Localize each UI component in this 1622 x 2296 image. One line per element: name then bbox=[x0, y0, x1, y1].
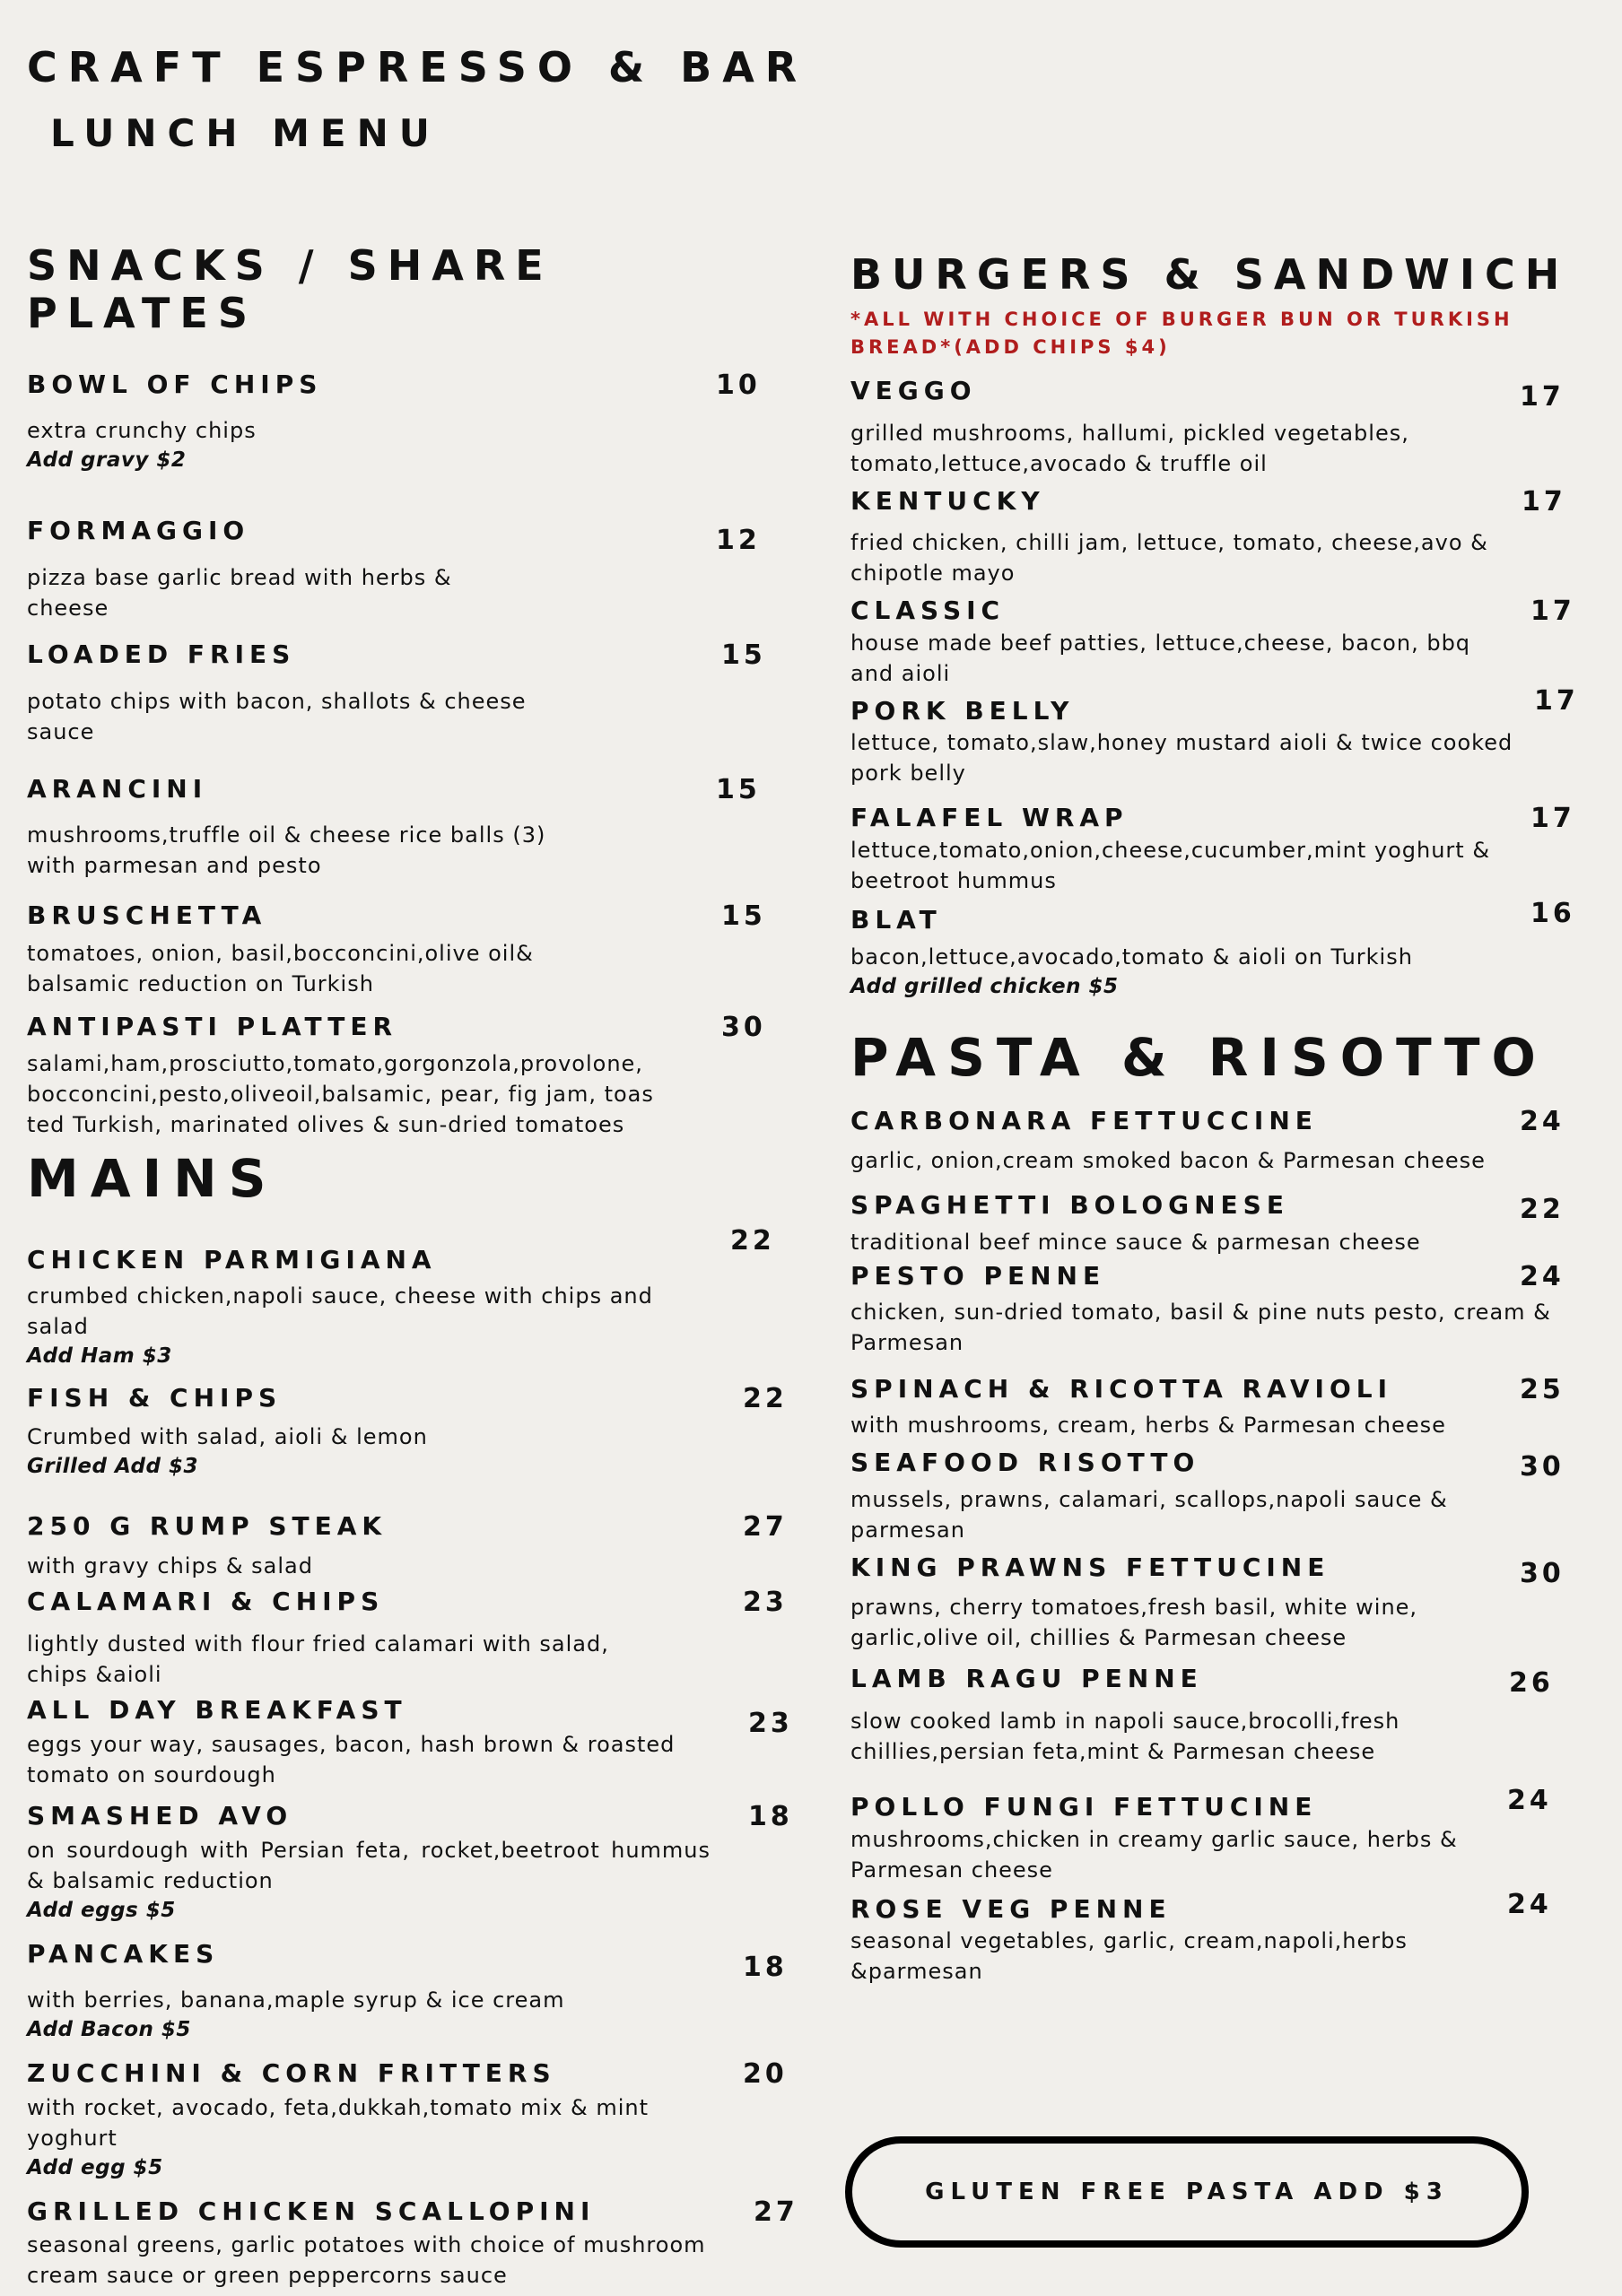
menu-header bbox=[27, 43, 807, 155]
menu-item bbox=[27, 370, 789, 475]
item-price: 15 bbox=[716, 773, 761, 805]
item-addon: Add Bacon $5 bbox=[27, 2018, 191, 2042]
right-column bbox=[850, 251, 1595, 1987]
item-description: crumbed chicken,napoli sauce, cheese with chips and salad bbox=[27, 1283, 653, 1339]
item-name: LOADED FRIES bbox=[27, 639, 296, 669]
item-description: seasonal greens, garlic potatoes with choice of mushroom cream sauce or green peppercorns sauce bbox=[27, 2232, 706, 2289]
item-description: garlic, onion,cream smoked bacon & Parmesan cheese bbox=[850, 1147, 1486, 1173]
item-description: lightly dusted with flour fried calamari with salad, chips &aioli bbox=[27, 1631, 609, 1688]
item-description: traditional beef mince sauce & parmesan cheese bbox=[850, 1230, 1421, 1256]
item-price: 30 bbox=[1520, 1558, 1565, 1590]
menu-item bbox=[850, 376, 1595, 480]
item-description: grilled mushrooms, hallumi, pickled vegetables, tomato,lettuce,avocado & truffle oil bbox=[850, 421, 1409, 477]
item-addon: Grilled Add $3 bbox=[27, 1455, 198, 1479]
item-price: 22 bbox=[1520, 1193, 1565, 1225]
menu-item bbox=[27, 639, 789, 747]
item-description: Crumbed with salad, aioli & lemon bbox=[27, 1424, 428, 1450]
item-name: CHICKEN PARMIGIANA bbox=[27, 1245, 437, 1275]
section-title-snacks: SNACKS / SHARE PLATES bbox=[27, 241, 554, 337]
item-price: 16 bbox=[1530, 897, 1575, 929]
section-note: *ALL WITH CHOICE OF BURGER BUN OR TURKISH BREAD*(ADD CHIPS $4) bbox=[850, 308, 1513, 358]
item-name: BOWL OF CHIPS bbox=[27, 369, 323, 399]
menu-item bbox=[27, 2196, 798, 2292]
item-price: 23 bbox=[743, 1586, 788, 1618]
item-name: PESTO PENNE bbox=[850, 1261, 1106, 1292]
menu-item bbox=[850, 1261, 1595, 1358]
item-price: 24 bbox=[1507, 1785, 1552, 1817]
item-name: FISH & CHIPS bbox=[27, 1382, 283, 1413]
item-price: 10 bbox=[716, 369, 761, 401]
item-description: chicken, sun-dried tomato, basil & pine nuts pesto, cream & Parmesan bbox=[850, 1299, 1551, 1355]
left-column bbox=[27, 241, 798, 2291]
item-name: PORK BELLY bbox=[850, 695, 1075, 726]
gluten-free-label: GLUTEN FREE PASTA ADD $3 bbox=[925, 2179, 1449, 2205]
item-name: SPAGHETTI BOLOGNESE bbox=[850, 1189, 1289, 1220]
item-addon: Add Ham $3 bbox=[27, 1344, 172, 1368]
item-description: slow cooked lamb in napoli sauce,brocolli,fresh chillies,persian feta,mint & Parmesan cheese bbox=[850, 1709, 1400, 1765]
item-price: 18 bbox=[743, 1951, 788, 1983]
item-name: KING PRAWNS FETTUCINE bbox=[850, 1552, 1330, 1583]
menu-item bbox=[27, 1220, 789, 1370]
item-description: with berries, banana,maple syrup & ice cream bbox=[27, 1987, 565, 2013]
item-price: 15 bbox=[721, 900, 766, 933]
item-addon: Add egg $5 bbox=[27, 2155, 163, 2179]
section-title-pasta: PASTA & RISOTTO bbox=[850, 1027, 1548, 1089]
menu-item bbox=[850, 1190, 1595, 1258]
gluten-free-note bbox=[845, 2136, 1529, 2248]
item-description: tomatoes, onion, basil,bocconcini,olive oil& balsamic reduction on Turkish bbox=[27, 940, 534, 996]
item-price: 27 bbox=[743, 1511, 788, 1544]
item-name: 250 G RUMP STEAK bbox=[27, 1511, 388, 1542]
item-description: eggs your way, sausages, bacon, hash brown & roasted tomato on sourdough bbox=[27, 1732, 676, 1787]
item-description: on sourdough with Persian feta, rocket,beetroot hummus & balsamic reduction bbox=[27, 1837, 711, 1893]
menu-item bbox=[27, 2058, 789, 2182]
item-name: POLLO FUNGI FETTUCINE bbox=[850, 1792, 1318, 1822]
restaurant-name: CRAFT ESPRESSO & BAR bbox=[27, 43, 808, 91]
menu-item bbox=[27, 1012, 789, 1141]
item-name: KENTUCKY bbox=[850, 486, 1045, 517]
menu-item bbox=[27, 1939, 789, 2045]
item-addon: Add gravy $2 bbox=[27, 448, 187, 473]
item-name: GRILLED CHICKEN SCALLOPINI bbox=[27, 2196, 596, 2226]
item-name: SEAFOOD RISOTTO bbox=[850, 1447, 1200, 1477]
item-name: SPINACH & RICOTTA RAVIOLI bbox=[850, 1373, 1393, 1404]
item-price: 30 bbox=[721, 1011, 766, 1043]
item-price: 17 bbox=[1522, 486, 1566, 518]
section-title-burgers: BURGERS & SANDWICH bbox=[850, 250, 1570, 299]
item-description: with mushrooms, cream, herbs & Parmesan cheese bbox=[850, 1412, 1446, 1438]
menu-item bbox=[27, 1587, 789, 1691]
menu-item bbox=[850, 1374, 1595, 1440]
item-name: BLAT bbox=[850, 904, 942, 935]
menu-item bbox=[850, 1106, 1595, 1176]
item-addon: Add grilled chicken $5 bbox=[850, 975, 1119, 999]
item-description: prawns, cherry tomatoes,fresh basil, white wine, garlic,olive oil, chillies & Parmesan cheese bbox=[850, 1594, 1418, 1650]
item-description: mushrooms,chicken in creamy garlic sauce, herbs & Parmesan cheese bbox=[850, 1826, 1458, 1883]
menu-item bbox=[850, 1664, 1595, 1768]
item-description: extra crunchy chips bbox=[27, 418, 257, 444]
item-price: 22 bbox=[730, 1225, 775, 1257]
item-description: fried chicken, chilli jam, lettuce, tomato, cheese,avo & chipotle mayo bbox=[850, 530, 1488, 587]
menu-item bbox=[850, 897, 1595, 1002]
item-name: ANTIPASTI PLATTER bbox=[27, 1011, 398, 1041]
item-description: mussels, prawns, calamari, scallops,napoli sauce & parmesan bbox=[850, 1487, 1448, 1544]
menu-item bbox=[850, 596, 1595, 689]
item-name: CARBONARA FETTUCCINE bbox=[850, 1106, 1318, 1136]
menu-item bbox=[850, 1888, 1595, 1987]
item-description: potato chips with bacon, shallots & cheese sauce bbox=[27, 688, 527, 744]
item-name: ZUCCHINI & CORN FRITTERS bbox=[27, 2058, 556, 2089]
item-name: BRUSCHETTA bbox=[27, 900, 267, 931]
item-description: lettuce,tomato,onion,cheese,cucumber,mint yoghurt & beetroot hummus bbox=[850, 837, 1491, 893]
item-name: SMASHED AVO bbox=[27, 1801, 293, 1831]
menu-item bbox=[850, 1785, 1595, 1885]
item-name: PANCAKES bbox=[27, 1938, 220, 1969]
menu-item bbox=[27, 1695, 793, 1790]
item-price: 18 bbox=[748, 1801, 793, 1832]
menu-item bbox=[27, 516, 789, 623]
item-price: 23 bbox=[748, 1708, 793, 1740]
item-price: 17 bbox=[1530, 803, 1575, 835]
item-addon: Add eggs $5 bbox=[27, 1898, 176, 1922]
menu-item bbox=[27, 900, 789, 999]
item-price: 22 bbox=[743, 1382, 788, 1414]
menu-title: LUNCH MENU bbox=[50, 111, 440, 155]
item-price: 17 bbox=[1534, 684, 1579, 717]
item-description: mushrooms,truffle oil & cheese rice balls (3) with parmesan and pesto bbox=[27, 822, 546, 879]
item-price: 26 bbox=[1509, 1666, 1554, 1699]
menu-item bbox=[850, 486, 1595, 588]
item-price: 24 bbox=[1520, 1261, 1565, 1293]
item-price: 17 bbox=[1520, 380, 1565, 413]
item-price: 24 bbox=[1520, 1106, 1565, 1138]
item-price: 20 bbox=[743, 2058, 788, 2091]
item-price: 15 bbox=[721, 639, 766, 671]
item-name: FORMAGGIO bbox=[27, 516, 250, 546]
item-price: 24 bbox=[1507, 1888, 1552, 1920]
item-description: lettuce, tomato,slaw,honey mustard aioli & twice cooked pork belly bbox=[850, 730, 1513, 787]
item-price: 25 bbox=[1520, 1373, 1565, 1405]
menu-item bbox=[850, 1552, 1595, 1653]
menu-item bbox=[27, 1801, 793, 1925]
item-name: ARANCINI bbox=[27, 773, 208, 804]
item-description: seasonal vegetables, garlic, cream,napoli,herbs &parmesan bbox=[850, 1928, 1408, 1985]
item-price: 12 bbox=[716, 525, 761, 557]
item-name: LAMB RAGU PENNE bbox=[850, 1663, 1203, 1693]
item-price: 30 bbox=[1520, 1450, 1565, 1483]
menu-item bbox=[27, 774, 789, 882]
item-name: ALL DAY BREAKFAST bbox=[27, 1695, 407, 1726]
item-description: bacon,lettuce,avocado,tomato & aioli on Turkish bbox=[850, 944, 1413, 970]
menu-item bbox=[850, 684, 1595, 789]
item-name: ROSE VEG PENNE bbox=[850, 1893, 1172, 1924]
item-name: VEGGO bbox=[850, 375, 977, 405]
menu-item bbox=[27, 1511, 789, 1581]
menu-item bbox=[850, 803, 1595, 896]
item-name: CALAMARI & CHIPS bbox=[27, 1586, 385, 1616]
item-description: pizza base garlic bread with herbs & cheese bbox=[27, 564, 452, 621]
item-name: FALAFEL WRAP bbox=[850, 803, 1129, 833]
item-description: with gravy chips & salad bbox=[27, 1552, 313, 1578]
item-price: 17 bbox=[1530, 596, 1575, 628]
item-price: 27 bbox=[754, 2196, 798, 2228]
item-description: salami,ham,prosciutto,tomato,gorgonzola,provolone,bocconcini,pesto,oliveoil,balsamic, pear, fig jam, toasted Turkish, marinated olives & sun-dried tomatoes bbox=[27, 1051, 654, 1138]
menu-item bbox=[27, 1383, 789, 1482]
item-description: with rocket, avocado, feta,dukkah,tomato mix & mint yoghurt bbox=[27, 2094, 650, 2151]
section-title-mains: MAINS bbox=[27, 1148, 278, 1210]
item-name: CLASSIC bbox=[850, 596, 1006, 626]
menu-item bbox=[850, 1448, 1595, 1546]
item-description: house made beef patties, lettuce,cheese, bacon, bbq and aioli bbox=[850, 630, 1471, 686]
